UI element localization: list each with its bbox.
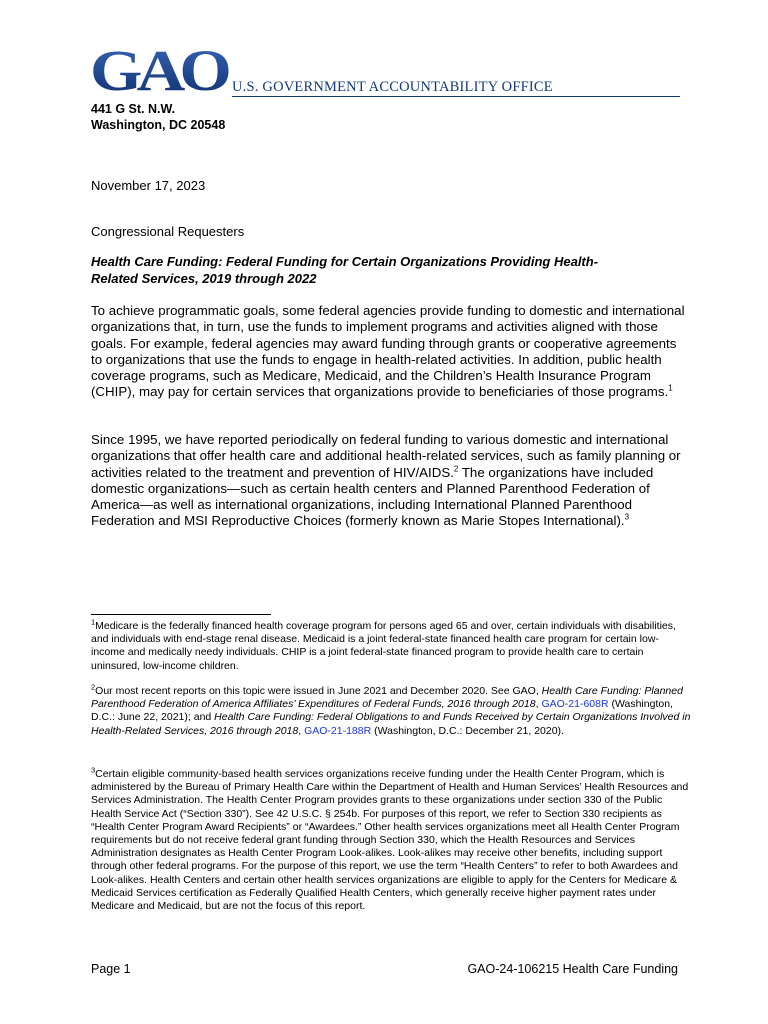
footnote-2-text-e: (Washington, D.C.: December 21, 2020). bbox=[371, 724, 564, 737]
address-street: 441 G St. N.W. bbox=[91, 102, 176, 116]
footnote-2-number: 2 bbox=[91, 682, 96, 692]
document-title-line-1: Health Care Funding: Federal Funding for Certain Organizations Providing Health- bbox=[91, 254, 599, 269]
agency-name: U.S. GOVERNMENT ACCOUNTABILITY OFFICE bbox=[232, 79, 553, 95]
paragraph-1-text: To achieve programmatic goals, some federal agencies provide funding to domestic and international organizations that, in turn, use the funds to implement programs and activities aligned with those goals. For example, federal agencies may award funding through grants or cooperative agreements to organizations that use the funds to engage in health-related activities. In addition, public health coverage programs, such as Medicare, Medicaid, and the Children’s Health Insurance Program (CHIP), may pay for certain services that organizations provide to beneficiaries of those programs. bbox=[91, 303, 685, 400]
report-link-gao-21-188r[interactable]: GAO-21-188R bbox=[304, 724, 372, 737]
footnote-2-text-a: Our most recent reports on this topic were issued in June 2021 and December 2020. See GAO, bbox=[95, 685, 542, 697]
footnote-2-text-d: , bbox=[298, 724, 305, 737]
address-city: Washington, DC 20548 bbox=[91, 118, 226, 132]
footnote-2-text-c: (Washington, D.C.: June 22, 2021); and bbox=[91, 698, 673, 724]
report-id: GAO-24-106215 Health Care Funding bbox=[467, 962, 678, 976]
report-link-gao-21-608r[interactable]: GAO-21-608R bbox=[541, 698, 609, 711]
document-title bbox=[91, 254, 691, 287]
gao-logo-text: GAO bbox=[90, 44, 230, 96]
page-number: Page 1 bbox=[91, 962, 131, 976]
paragraph-2 bbox=[91, 432, 691, 530]
footnote-2-text-b: , bbox=[535, 698, 542, 711]
footnote-ref-1[interactable]: 1 bbox=[668, 384, 673, 394]
footnote-separator bbox=[91, 614, 271, 615]
footnote-1-number: 1 bbox=[91, 617, 96, 627]
paragraph-2-text-b: The organizations have included domestic organizations—such as certain health centers and Planned Parenthood Federation of America—as well as international organizations, including International Planned Parenthood Federation and MSI Reproductive Choices (formerly known as Marie Stopes International). bbox=[91, 464, 654, 529]
footnote-2-report-title-2: Health Care Funding: Federal Obligations to and Funds Received by Certain Organizations Involved in Health-Related Services, 2016 through 2018 bbox=[91, 711, 691, 737]
footnote-1-text: Medicare is the federally financed health coverage program for persons aged 65 and over, certain individuals with disabilities, and individuals with end-stage renal disease. Medicaid is a joint federal-state financed health care program for certain low-income and medically needy individuals. CHIP is a joint federal-state financed program to provide health care to certain uninsured, low-income children. bbox=[91, 620, 676, 672]
footnote-ref-2[interactable]: 2 bbox=[453, 464, 459, 474]
paragraph-2-text-a: Since 1995, we have reported periodically on federal funding to various domestic and international organizations that offer health care and additional health-related services, such as family planning or activities related to the treatment and prevention of HIV/AIDS. bbox=[91, 432, 681, 480]
footnote-2-report-title-1: Health Care Funding: Planned Parenthood Federation of America Affiliates’ Expenditures of Federal Funds, 2016 through 2018 bbox=[91, 685, 683, 711]
letterhead bbox=[90, 44, 680, 100]
footnote-3 bbox=[91, 765, 691, 913]
gao-logo bbox=[90, 44, 230, 96]
footnote-1 bbox=[91, 617, 691, 673]
footnote-3-text: Certain eligible community-based health services organizations receive funding under the Health Center Program, which is administered by the Bureau of Primary Health Care within the Department of Health and Human Services’ Health Resources and Services Administration. The Health Center Program provides grants to these organizations under section 330 of the Public Health Service Act (“Section 330”). See 42 U.S.C. § 254b. For purposes of this report, we refer to Section 330 recipients as “Health Center Program Award Recipients” or “Awardees.” Other health services organizations meet all Health Center Program requirements but do not receive federal grant funding through Section 330, which the Health Resources and Services Administration designates as Health Center Program Look-alikes. Look-alikes may receive other benefits, including support through other federal programs. For the purpose of this report, we use the term “Health Centers” to refer to both Awardees and Look-alikes. Health Centers and certain other health services organizations are eligible to apply for the Centers for Medicare & Medicaid Services certification as Federally Qualified Health Centers, which generally receive higher payment rates under Medicare and Medicaid, but are not the focus of this report. bbox=[91, 768, 689, 913]
recipient: Congressional Requesters bbox=[91, 224, 245, 239]
document-title-line-2: Related Services, 2019 through 2022 bbox=[91, 270, 317, 286]
footnote-3-number: 3 bbox=[91, 765, 96, 775]
letter-date: November 17, 2023 bbox=[91, 178, 206, 193]
footnote-ref-3[interactable]: 3 bbox=[624, 513, 630, 523]
letterhead-rule bbox=[232, 96, 680, 97]
footnote-2 bbox=[91, 682, 691, 738]
paragraph-1 bbox=[91, 303, 691, 401]
address bbox=[91, 101, 225, 133]
